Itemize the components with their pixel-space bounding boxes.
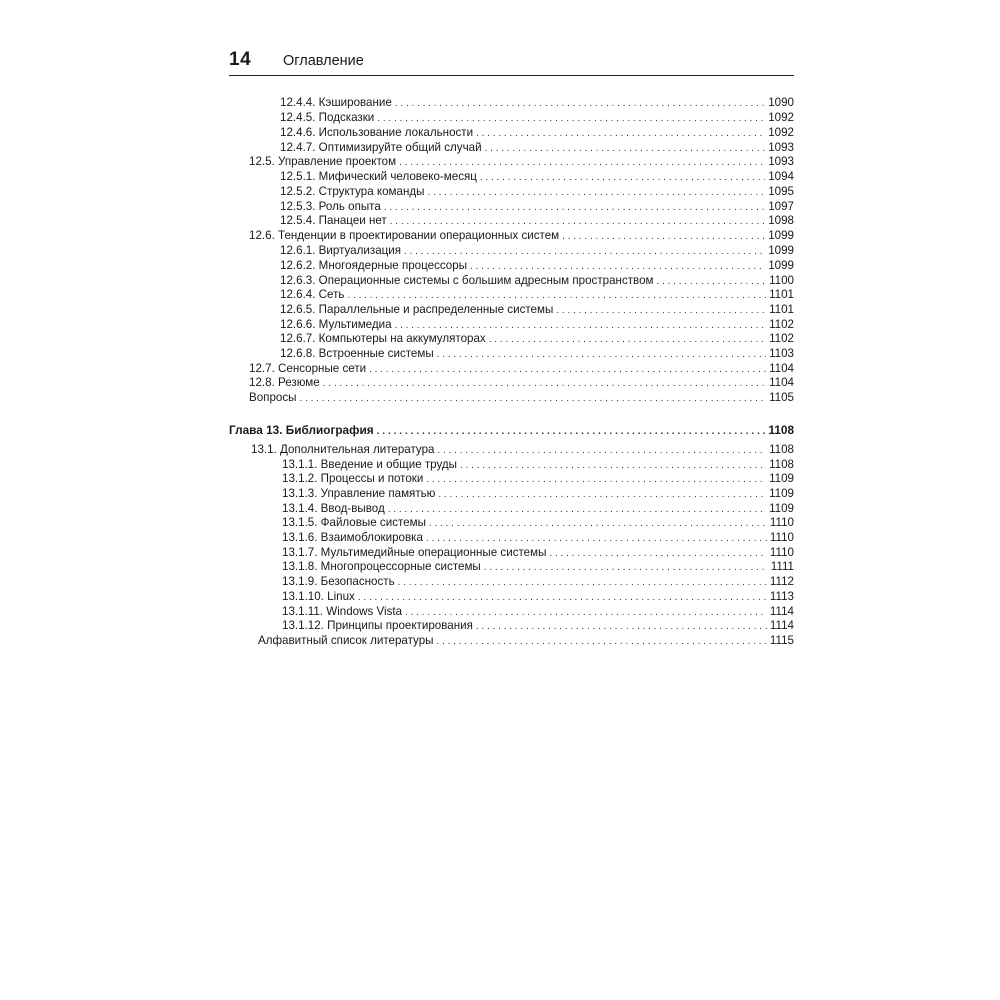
toc-entry	[249, 154, 794, 169]
toc-entry	[249, 228, 794, 243]
toc-entry-page: 1108	[769, 443, 794, 456]
toc-leader-dots	[429, 516, 767, 531]
toc-entry	[280, 258, 794, 273]
toc-entry	[280, 331, 794, 346]
toc-leader-dots	[436, 634, 766, 649]
toc-entry-label: 12.4.5. Подсказки	[280, 111, 375, 124]
toc-leader-dots	[476, 619, 767, 634]
toc-entry-label: 13.1.4. Ввод-вывод	[282, 502, 385, 515]
toc-leader-dots	[562, 229, 765, 244]
toc-entry-label: 12.5.2. Структура команды	[280, 185, 425, 198]
toc-entry-page: 1100	[769, 274, 794, 287]
toc-entry-page: 1095	[768, 185, 794, 198]
toc-entry-page: 1099	[768, 259, 794, 272]
toc-leader-dots	[358, 590, 767, 605]
toc-entry-label: 12.5.3. Роль опыта	[280, 200, 381, 213]
toc-entry-label: 12.4.7. Оптимизируйте общий случай	[280, 141, 482, 154]
toc-entry-page: 1111	[770, 560, 794, 573]
toc-entry	[280, 273, 794, 288]
page-number: 14	[229, 49, 252, 70]
toc-entry-label: 12.6.1. Виртуализация	[280, 244, 402, 257]
toc-entry-page: 1105	[769, 391, 794, 404]
toc-leader-dots	[377, 424, 766, 439]
toc-entry	[280, 169, 794, 184]
toc-entry-label: 12.6.7. Компьютеры на аккумуляторах	[280, 332, 486, 345]
toc-entry	[282, 471, 794, 486]
toc-leader-dots	[484, 560, 768, 575]
toc-entry-label: 12.6.5. Параллельные и распределенные системы	[280, 303, 554, 316]
toc-leader-dots	[476, 126, 765, 141]
toc-leader-dots	[347, 288, 766, 303]
toc-entry-page: 1114	[769, 605, 794, 618]
toc-leader-dots	[390, 214, 765, 229]
toc-leader-dots	[437, 347, 766, 362]
toc-leader-dots	[323, 376, 766, 391]
toc-entry-page: 1102	[769, 318, 794, 331]
toc-entry-page: 1092	[768, 126, 794, 139]
toc-leader-dots	[489, 332, 766, 347]
toc-entry	[282, 515, 794, 530]
toc-entry-page: 1110	[769, 516, 794, 529]
toc-entry	[258, 633, 794, 648]
toc-entry	[280, 110, 794, 125]
toc-entry	[249, 375, 794, 390]
toc-entry-page: 1098	[768, 214, 794, 227]
toc-leader-dots	[404, 244, 765, 259]
toc-entry	[280, 125, 794, 140]
toc-entry-label: 13.1.12. Принципы проектирования	[282, 619, 473, 632]
toc-leader-dots	[556, 303, 766, 318]
toc-entry	[282, 501, 794, 516]
toc-entry-label: 12.6.8. Встроенные системы	[280, 347, 434, 360]
toc-entry	[282, 604, 794, 619]
toc-entry	[249, 361, 794, 376]
toc-entry-label: 12.4.4. Кэширование	[280, 96, 392, 109]
toc-entry-label: 12.5. Управление проектом	[249, 155, 397, 168]
toc-entry-page: 1093	[768, 141, 794, 154]
toc-entry-page: 1110	[769, 531, 794, 544]
toc-entry-page: 1108	[769, 458, 794, 471]
toc-entry	[282, 559, 794, 574]
toc-chapter-heading	[229, 423, 794, 438]
toc-leader-dots	[395, 96, 765, 111]
toc-entry	[280, 199, 794, 214]
toc-entry-label: 12.6.2. Многоядерные процессоры	[280, 259, 468, 272]
toc-entry	[282, 618, 794, 633]
toc-entry-page: 1109	[769, 487, 794, 500]
toc-entry-label: 12.6. Тенденции в проектировании операционных систем	[249, 229, 560, 242]
toc-entry	[251, 442, 794, 457]
toc-entry-page: 1114	[769, 619, 794, 632]
toc-entry	[282, 457, 794, 472]
toc-entry	[249, 390, 794, 405]
toc-entry	[280, 140, 794, 155]
toc-entry	[280, 346, 794, 361]
toc-entry-label: Глава 13. Библиография	[229, 423, 374, 437]
toc-entry-label: 13.1.11. Windows Vista	[282, 605, 403, 618]
toc-leader-dots	[377, 111, 765, 126]
toc-entry-page: 1092	[768, 111, 794, 124]
toc-entry-label: 13.1.1. Введение и общие труды	[282, 458, 457, 471]
toc-entry-label: 13.1.2. Процессы и потоки	[282, 472, 424, 485]
toc-entry-page: 1099	[768, 229, 794, 242]
toc-entry-page: 1104	[769, 376, 794, 389]
toc-entry-page: 1104	[769, 362, 794, 375]
toc-leader-dots	[426, 531, 767, 546]
toc-entry	[280, 95, 794, 110]
toc-entry-page: 1090	[768, 96, 794, 109]
toc-entry-label: 13.1.6. Взаимоблокировка	[282, 531, 423, 544]
toc-entry-label: 13.1. Дополнительная литература	[251, 443, 435, 456]
toc-entry-page: 1115	[769, 634, 794, 647]
toc-entry-page: 1099	[768, 244, 794, 257]
toc-entry-label: 12.6.4. Сеть	[280, 288, 345, 301]
toc-entry-page: 1101	[769, 303, 794, 316]
toc-entry-label: 13.1.5. Файловые системы	[282, 516, 426, 529]
toc-entry-label: 12.7. Сенсорные сети	[249, 362, 367, 375]
toc-entry-label: 12.6.3. Операционные системы с большим адресным пространством	[280, 274, 654, 287]
toc-entry-page: 1093	[768, 155, 794, 168]
toc-entry	[280, 287, 794, 302]
toc-leader-dots	[426, 472, 766, 487]
toc-entry	[280, 302, 794, 317]
toc-leader-dots	[437, 443, 766, 458]
toc-entry-page: 1101	[769, 288, 794, 301]
toc-entry-page: 1108	[768, 423, 794, 437]
toc-entry	[280, 184, 794, 199]
toc-leader-dots	[399, 155, 765, 170]
toc-entry-label: 12.6.6. Мультимедиа	[280, 318, 392, 331]
running-header	[229, 49, 794, 76]
toc-entry-page: 1109	[769, 472, 794, 485]
toc-entry	[280, 213, 794, 228]
toc-entry	[282, 545, 794, 560]
toc-entry-label: 13.1.10. Linux	[282, 590, 355, 603]
toc-entry-label: 12.4.6. Использование локальности	[280, 126, 474, 139]
toc-entry-label: 13.1.9. Безопасность	[282, 575, 395, 588]
toc-entry-label: 13.1.7. Мультимедийные операционные системы	[282, 546, 547, 559]
toc-entry-page: 1097	[768, 200, 794, 213]
toc-entry-page: 1102	[769, 332, 794, 345]
toc-entry-page: 1094	[768, 170, 794, 183]
toc-entry-label: 12.5.1. Мифический человеко-месяц	[280, 170, 477, 183]
toc-leader-dots	[480, 170, 765, 185]
toc-entry	[282, 530, 794, 545]
toc-entry	[280, 243, 794, 258]
toc-entry-label: Алфавитный список литературы	[258, 634, 434, 647]
toc-leader-dots	[300, 391, 767, 406]
toc-entry-label: 13.1.3. Управление памятью	[282, 487, 436, 500]
toc-leader-dots	[438, 487, 766, 502]
toc-entry	[282, 574, 794, 589]
toc-entry-page: 1110	[769, 546, 794, 559]
toc-entry-label: 13.1.8. Многопроцессорные системы	[282, 560, 481, 573]
toc-entry-page: 1113	[769, 590, 794, 603]
toc-entry	[282, 486, 794, 501]
toc-leader-dots	[427, 185, 765, 200]
toc-leader-dots	[470, 259, 765, 274]
toc-leader-dots	[398, 575, 767, 590]
toc-entry-label: 12.8. Резюме	[249, 376, 320, 389]
toc-entry	[282, 589, 794, 604]
toc-entry-label: 12.5.4. Панацеи нет	[280, 214, 387, 227]
toc-entry-page: 1112	[769, 575, 794, 588]
page-title: Оглавление	[283, 53, 364, 69]
toc-entry-label: Вопросы	[249, 391, 297, 404]
toc-entry	[280, 317, 794, 332]
toc-entry-page: 1109	[769, 502, 794, 515]
toc-entry-page: 1103	[769, 347, 794, 360]
